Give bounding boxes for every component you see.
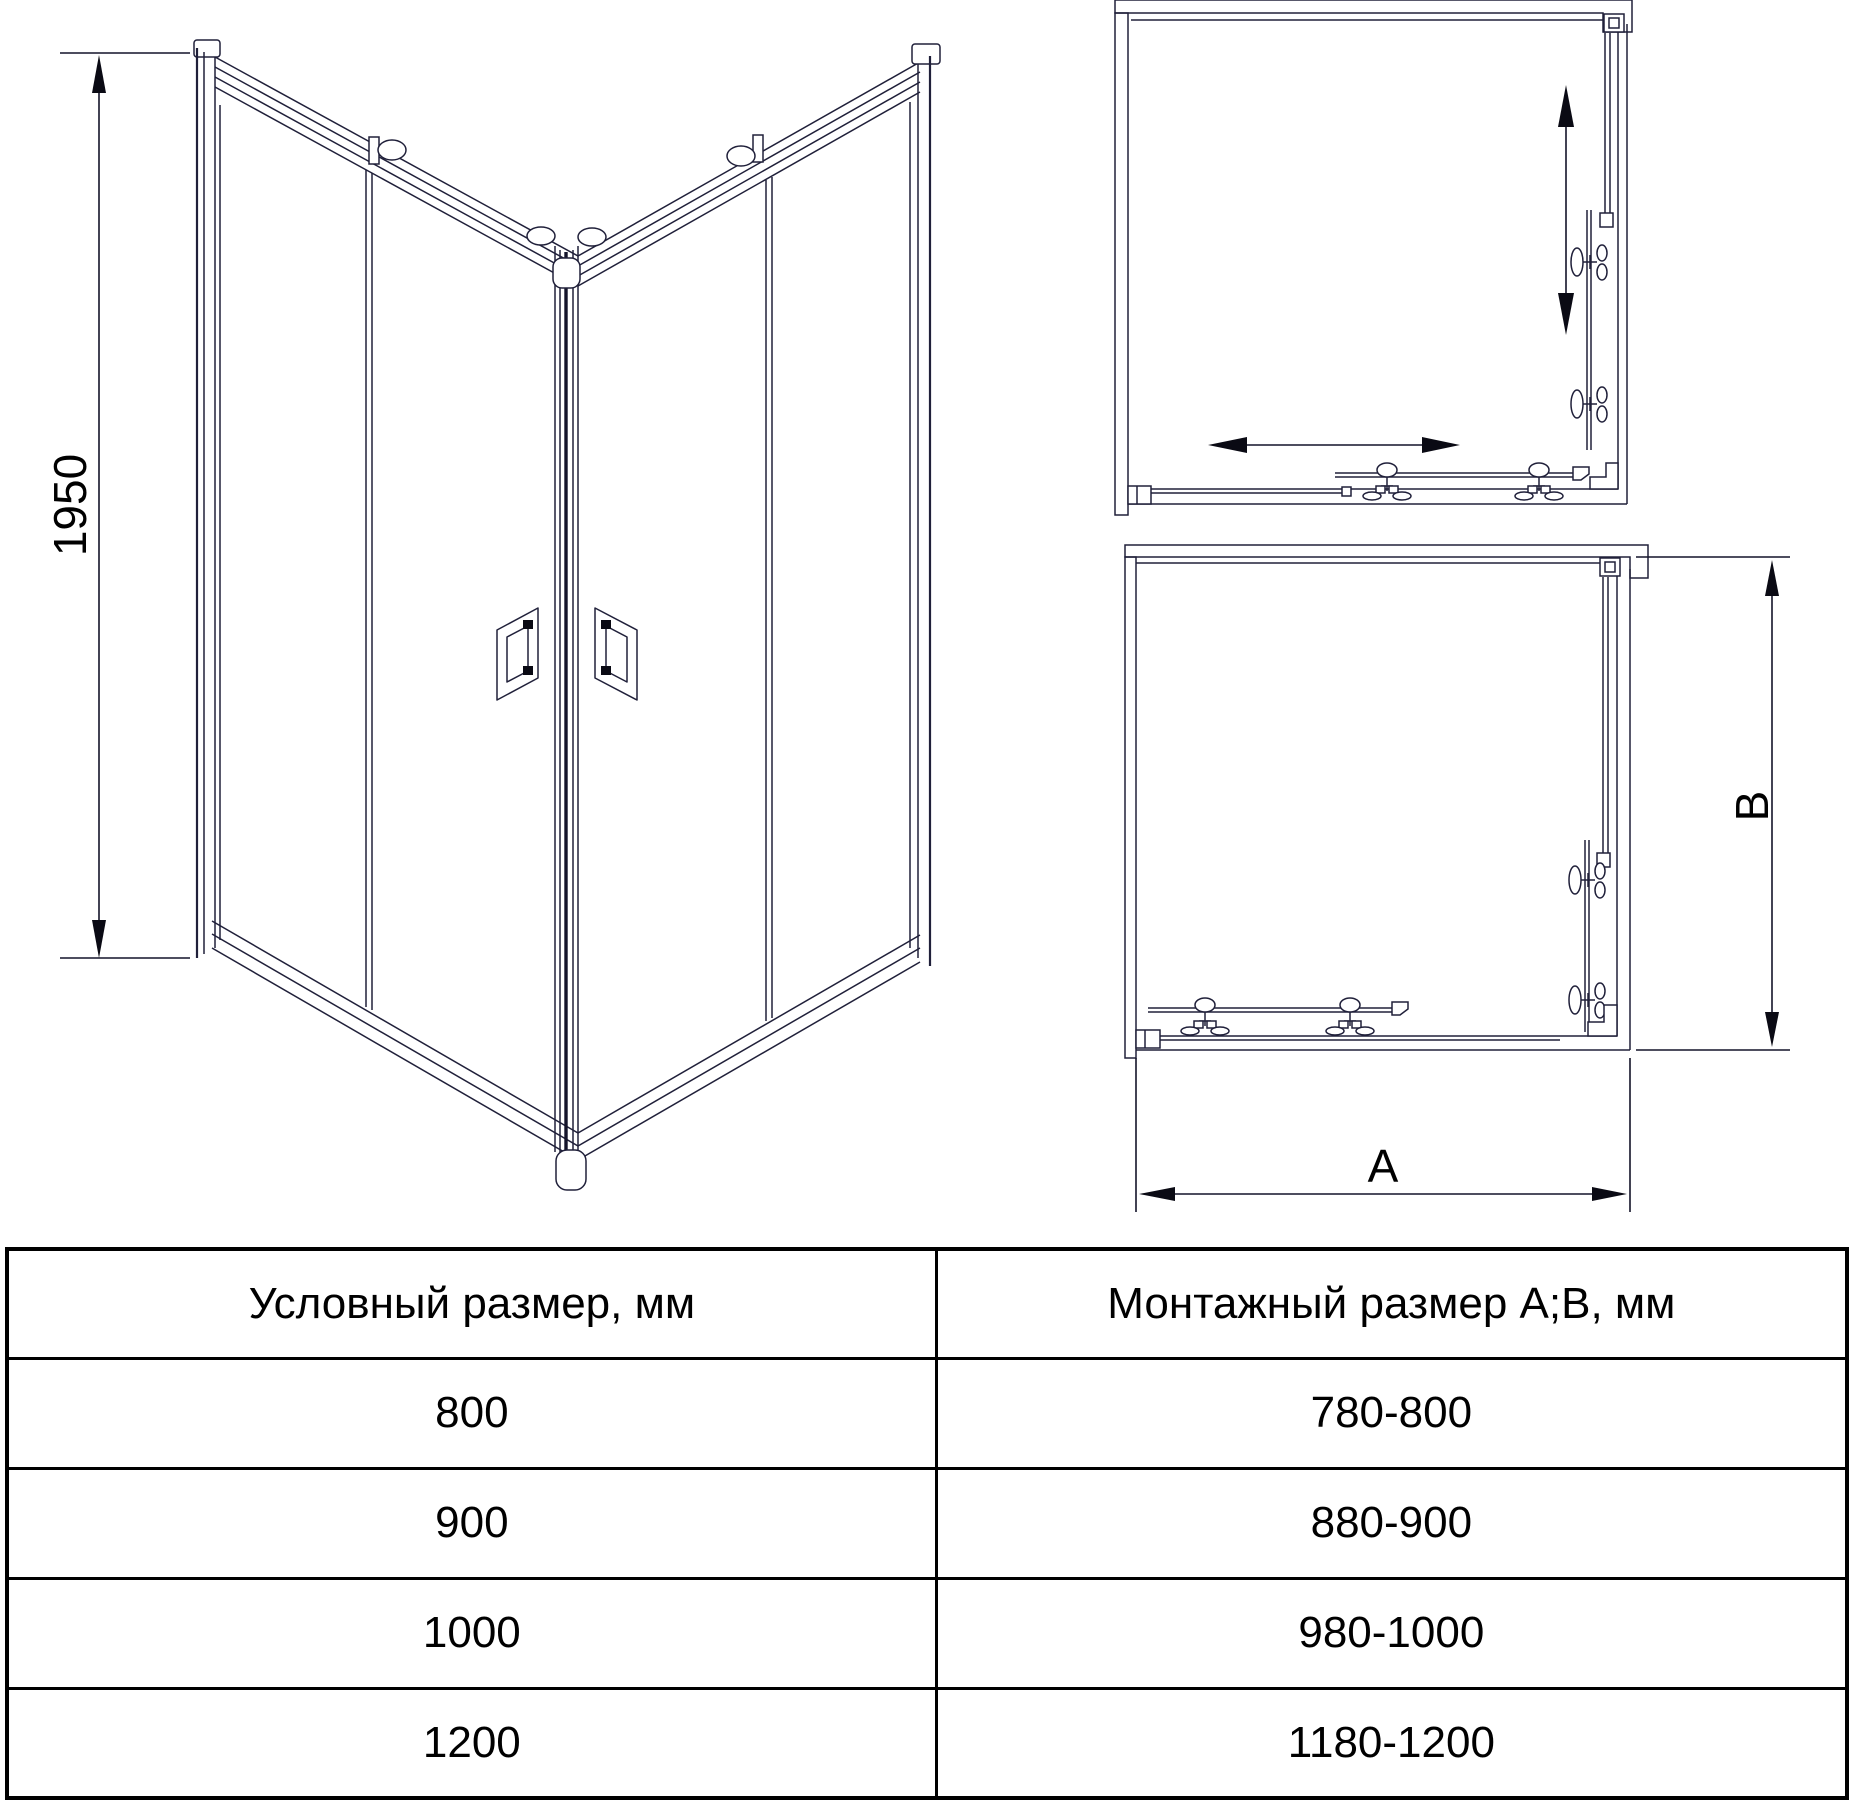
roller-icon (727, 146, 755, 166)
handle-clip (601, 666, 611, 675)
mounting-size-cell: 980-1000 (936, 1578, 1847, 1688)
roller-icon (1571, 245, 1607, 280)
mounting-size-header: Монтажный размер А;B, мм (936, 1249, 1847, 1358)
handle-clip (601, 620, 611, 629)
roller-icon (1569, 983, 1605, 1018)
roller-carriage-icon (1181, 998, 1229, 1035)
wall-hatch-left (1115, 13, 1128, 515)
width-dimension-a (1136, 1058, 1630, 1212)
plan-view-bottom (1125, 545, 1790, 1212)
slide-direction-arrow-vertical (1558, 85, 1574, 335)
table-row (7, 1578, 1847, 1688)
roller-icon (378, 140, 406, 160)
bottom-sliding-door (1136, 998, 1560, 1048)
handle-clip (523, 666, 533, 675)
depth-dimension-b (1636, 557, 1790, 1050)
wall-hatch-left (1125, 557, 1136, 1058)
door-hook (1392, 1002, 1408, 1015)
handle-clip (523, 620, 533, 629)
front-perspective-view (44, 40, 940, 1190)
door-handle-right (595, 608, 637, 700)
roller-carriage-icon (1363, 463, 1411, 500)
bottom-sliding-door (1128, 463, 1589, 504)
table-row (7, 1688, 1847, 1798)
top-door-mount (1604, 14, 1624, 32)
wall-hatch-top (1115, 0, 1632, 32)
top-door-mount (1600, 558, 1620, 576)
table-row (7, 1468, 1847, 1578)
side-sliding-door (1569, 577, 1617, 1036)
depth-dimension-label: B (1726, 790, 1778, 822)
wall-profile-cap (1136, 1030, 1160, 1048)
corner-post-bottom-cap (556, 1150, 586, 1190)
nominal-size-cell: 1000 (7, 1578, 936, 1688)
plan-view-top (1115, 0, 1632, 515)
mounting-size-cell: 780-800 (936, 1358, 1847, 1468)
wall-hatch-top (1125, 545, 1648, 578)
roller-icon (1571, 387, 1607, 422)
size-table (5, 1247, 1849, 1800)
corner-post-top-cap (553, 258, 580, 288)
nominal-size-cell: 800 (7, 1358, 936, 1468)
height-dimension (44, 53, 190, 958)
nominal-size-header: Условный размер, мм (7, 1249, 936, 1358)
height-dimension-label: 1950 (44, 453, 96, 557)
roller-icon (527, 227, 555, 245)
roller-icon (1569, 863, 1605, 898)
dimension-arrow-up (92, 55, 106, 93)
enclosure-outline (1136, 563, 1630, 1050)
table-row (7, 1358, 1847, 1468)
left-wall-panel (194, 40, 578, 1160)
nominal-size-cell: 900 (7, 1468, 936, 1578)
enclosure-outline (1128, 20, 1627, 504)
nominal-size-cell: 1200 (7, 1688, 936, 1798)
wall-profile-cap (1128, 486, 1151, 504)
corner-connector (1590, 463, 1618, 489)
door-handle-left (497, 608, 538, 700)
roller-carriage-icon (1515, 463, 1563, 500)
dimension-arrow-down (92, 920, 106, 958)
door-hook (1573, 467, 1589, 480)
slide-direction-arrow-horizontal (1208, 437, 1460, 453)
right-wall-panel (578, 44, 940, 1160)
roller-icon (578, 228, 606, 246)
mounting-size-cell: 880-900 (936, 1468, 1847, 1578)
width-dimension-label: A (1367, 1140, 1399, 1192)
table-header-row (7, 1249, 1847, 1358)
mounting-size-cell: 1180-1200 (936, 1688, 1847, 1798)
wall-profile-top-cap (912, 44, 940, 64)
corner-post (553, 246, 586, 1190)
side-sliding-door (1571, 33, 1618, 489)
roller-carriage-icon (1326, 998, 1374, 1035)
